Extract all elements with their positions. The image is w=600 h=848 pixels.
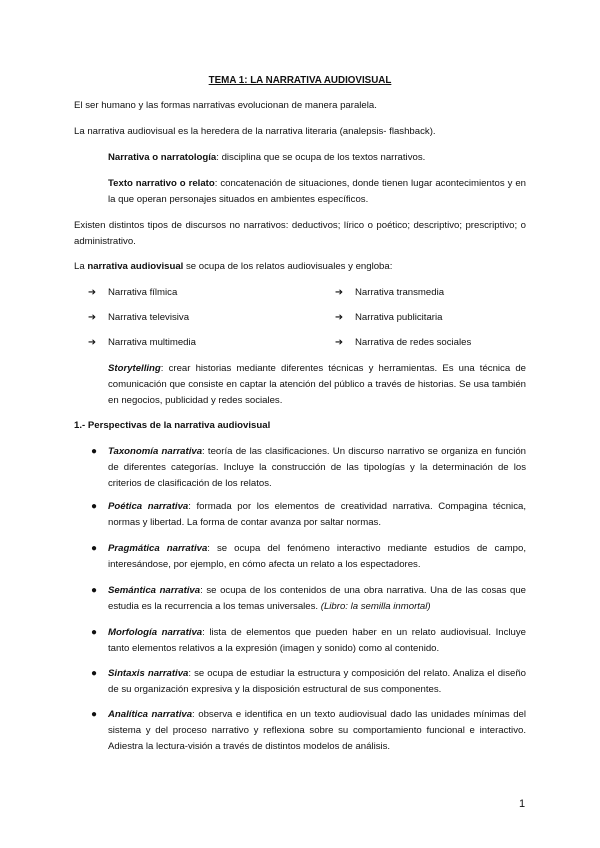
bullet-icon: ● (91, 585, 98, 596)
definition-term: Texto narrativo o relato (108, 178, 215, 189)
perspective-text: : teoría de las clasificaciones. Un discurso narrativo se organiza en función de diferentes categorías. Incluye la construcción de las tipologías y la determinación de los criterios de clasificación de los relatos. (108, 446, 527, 489)
type-item-transmedia (335, 285, 444, 301)
intro-paragraph-1: El ser humano y las formas narrativas evolucionan de manera paralela. (74, 100, 377, 111)
perspective-term: Taxonomía narrativa (108, 446, 203, 457)
perspective-term: Sintaxis narrativa (108, 668, 189, 679)
intro-paragraph-2: La narrativa audiovisual es la heredera de la narrativa literaria (analepsis- flashback). (74, 126, 436, 137)
scope-paragraph (74, 259, 526, 275)
definition-text: : disciplina que se ocupa de los textos narrativos. (216, 152, 426, 163)
discourses-paragraph: Existen distintos tipos de discursos no narrativos: deductivos; lírico o poético; descriptivo; prescriptivo; o administrativo. (74, 220, 526, 247)
type-label: Narrativa publicitaria (355, 312, 443, 323)
perspective-analitica (108, 707, 526, 755)
perspective-semantica (108, 583, 526, 615)
storytelling-text: : crear historias mediante diferentes técnicas y herramientas. Es una técnica de comunicación que consiste en captar la atención del público a través de historias. Se usa también en negocios, publicidad y redes sociales. (108, 363, 526, 406)
type-label: Narrativa fílmica (108, 287, 178, 298)
perspective-taxonomia (108, 444, 526, 492)
type-item-filmica (88, 285, 177, 301)
type-label: Narrativa televisiva (108, 312, 190, 323)
perspective-text: : se ocupa de los contenidos de una obra narrativa. Una de las cosas que estudia es la recurrencia a los temas universales. (108, 585, 526, 612)
arrow-right-icon: ➔ (88, 287, 97, 298)
perspective-text: : observa e identifica en un texto audiovisual dado las unidades mínimas del sistema y del proceso narrativo y reflexiona sobre su comportamiento funcional e interactivo. Adiestra la lectura-visión a través de distintos modelos de análisis. (108, 709, 526, 752)
storytelling-paragraph (108, 361, 526, 409)
perspective-term: Morfología narrativa (108, 627, 203, 638)
type-item-multimedia (88, 335, 196, 351)
bullet-icon: ● (91, 668, 98, 679)
perspective-text: : lista de elementos que pueden haber en un relato audiovisual. Incluye tanto elementos relativos a la expresión (imagen y sonido) como al contenido. (108, 627, 526, 654)
perspective-note: (Libro: la semilla inmortal) (320, 601, 431, 612)
perspective-text: : se ocupa de estudiar la estructura y composición del relato. Analiza el diseño de su organización expresiva y la disposición estructural de sus componentes. (108, 668, 526, 695)
perspective-pragmatica (108, 541, 526, 573)
arrow-right-icon: ➔ (335, 312, 344, 323)
definition-narratology (108, 150, 526, 166)
bullet-icon: ● (91, 501, 98, 512)
arrow-right-icon: ➔ (335, 337, 344, 348)
bullet-icon: ● (91, 543, 98, 554)
perspective-term: Pragmática narrativa (108, 543, 208, 554)
bullet-icon: ● (91, 627, 98, 638)
type-item-televisiva (88, 310, 189, 326)
perspective-term: Semántica narrativa (108, 585, 201, 596)
bullet-icon: ● (91, 709, 98, 720)
scope-term: narrativa audiovisual (87, 261, 184, 272)
perspective-term: Poética narrativa (108, 501, 189, 512)
perspective-morfologia (108, 625, 526, 657)
perspective-poetica (108, 499, 526, 531)
perspective-sintaxis (108, 666, 526, 698)
scope-pre: La (74, 261, 88, 272)
storytelling-term: Storytelling (108, 363, 161, 374)
section-heading: 1.- Perspectivas de la narrativa audiovisual (74, 420, 271, 431)
arrow-right-icon: ➔ (88, 312, 97, 323)
arrow-right-icon: ➔ (335, 287, 344, 298)
type-label: Narrativa transmedia (355, 287, 445, 298)
bullet-icon: ● (91, 446, 98, 457)
type-item-publicitaria (335, 310, 442, 326)
definition-text: : concatenación de situaciones, donde tienen lugar acontecimientos y en la que operan personajes situados en ambientes específicos. (108, 178, 526, 205)
definition-narrative-text (108, 176, 526, 208)
type-label: Narrativa de redes sociales (355, 337, 472, 348)
definition-term: Narrativa o narratología (108, 152, 217, 163)
page-number: 1 (519, 798, 526, 810)
type-label: Narrativa multimedia (108, 337, 196, 348)
perspective-term: Analítica narrativa (108, 709, 193, 720)
page-title: TEMA 1: LA NARRATIVA AUDIOVISUAL (208, 75, 392, 86)
scope-post: se ocupa de los relatos audiovisuales y engloba: (183, 261, 393, 272)
type-item-redes-sociales (335, 335, 471, 351)
perspective-text: : formada por los elementos de creatividad narrativa. Compagina técnica, normas y libertad. La forma de contar avanza por saltar normas. (108, 501, 526, 528)
arrow-right-icon: ➔ (88, 337, 97, 348)
perspective-text: : se ocupa del fenómeno interactivo mediante estudios de campo, interesándose, por ejemplo, en cómo afecta un relato a los espectadores. (108, 543, 527, 570)
